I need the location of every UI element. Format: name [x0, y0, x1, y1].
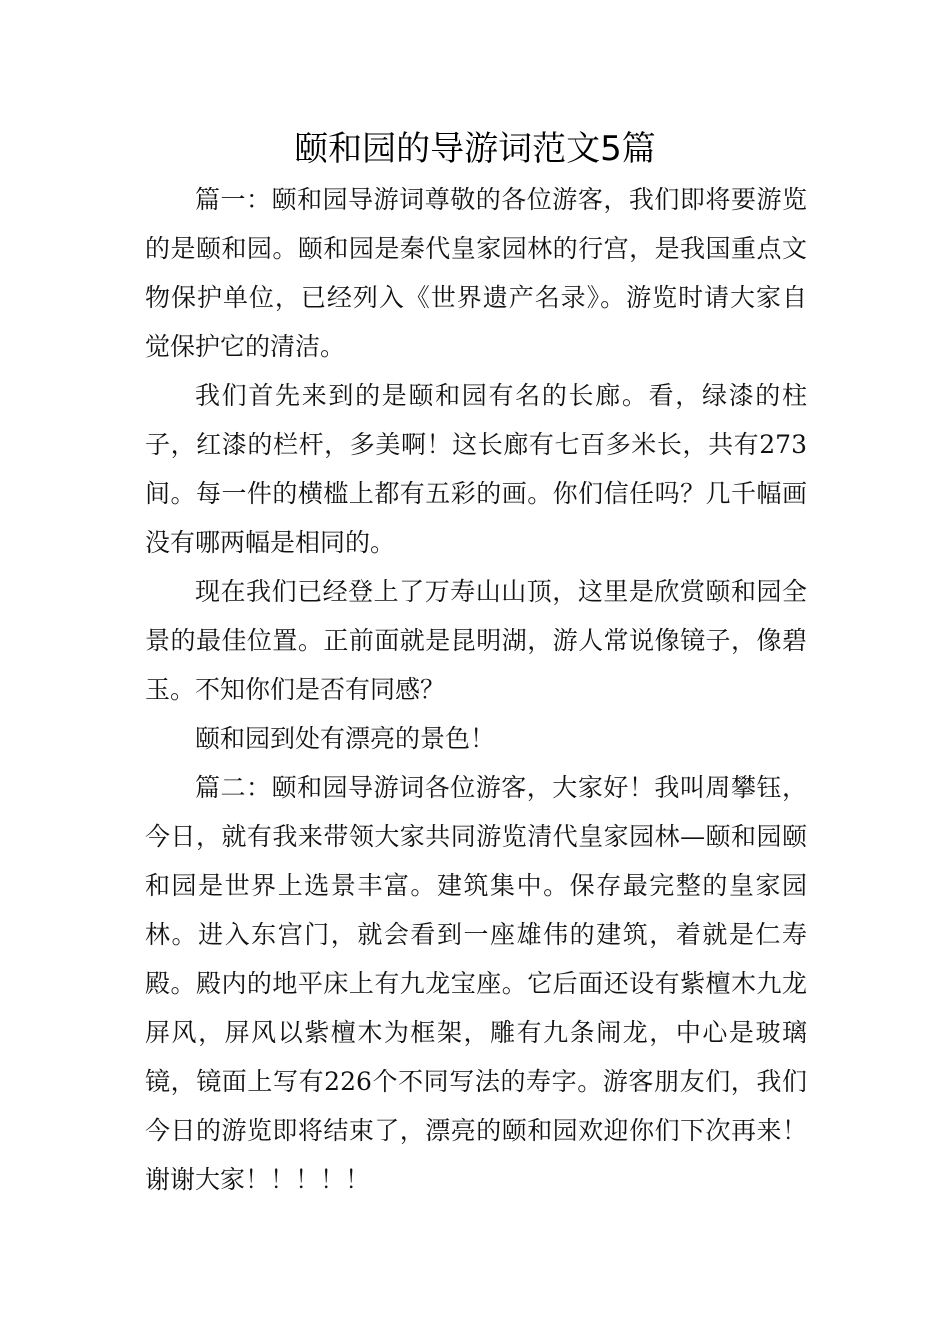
paragraph-5: 篇二：颐和园导游词各位游客，大家好！我叫周攀钰，今日，就有我来带领大家共同游览清代皇家园林—颐和园颐和园是世界上选景丰富。建筑集中。保存最完整的皇家园林。进入东宫门，就会看到一座雄伟的建筑，着就是仁寿殿。殿内的地平床上有九龙宝座。它后面还设有紫檀木九龙屏风，屏风以紫檀木为框架，雕有九条闹龙，中心是玻璃镜，镜面上写有226个不同写法的寿字。游客朋友们，我们今日的游览即将结束了，漂亮的颐和园欢迎你们下次再来！谢谢大家！！！！！ [145, 773, 807, 1194]
paragraph-2: 我们首先来到的是颐和园有名的长廊。看，绿漆的柱子，红漆的栏杆，多美啊！这长廊有七百多米长，共有273间。每一件的横槛上都有五彩的画。你们信任吗？几千幅画没有哪两幅是相同的。 [145, 381, 807, 557]
paragraph-3: 现在我们已经登上了万寿山山顶，这里是欣赏颐和园全景的最佳位置。正前面就是昆明湖，游人常说像镜子，像碧玉。不知你们是否有同感？ [145, 577, 807, 704]
paragraph-1: 篇一：颐和园导游词尊敬的各位游客，我们即将要游览的是颐和园。颐和园是秦代皇家园林的行宫，是我国重点文物保护单位，已经列入《世界遗产名录》。游览时请大家自觉保护它的清洁。 [145, 185, 807, 361]
document-title: 颐和园的导游词范文5篇 [294, 129, 656, 169]
paragraph-4: 颐和园到处有漂亮的景色！ [195, 724, 496, 753]
document-body [145, 175, 807, 1204]
